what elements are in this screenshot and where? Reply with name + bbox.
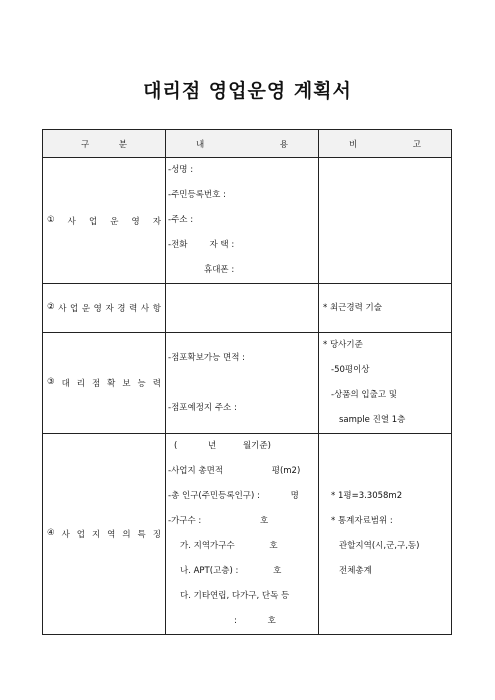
label-store: [43, 333, 166, 434]
plan-form-table: [42, 129, 452, 635]
field-store-address: -점포예정지 주소 :: [168, 403, 237, 413]
row-region: [43, 434, 452, 635]
other-housing-unit: 호: [267, 616, 276, 626]
label-char: ①: [47, 214, 55, 225]
note-company-standard: * 당사기준: [323, 340, 363, 350]
label-char: 지: [91, 530, 101, 540]
content-career[interactable]: [166, 284, 319, 333]
population-label: -총 인구(주민등록인구) :: [168, 491, 260, 501]
note-statistics-range: * 통계자료범위 :: [331, 516, 393, 526]
label-char: 력: [152, 379, 161, 389]
households-label: -가구수 :: [168, 516, 202, 526]
row-store: [43, 333, 452, 434]
field-phone-label: -전화: [168, 240, 188, 250]
field-store-area: -점포확보가능 면적 :: [168, 353, 246, 363]
label-char: 징: [152, 530, 161, 540]
header-remarks: [319, 130, 452, 158]
apt-unit: 호: [273, 566, 282, 576]
label-char: ③: [47, 377, 55, 387]
row-operator: [43, 158, 452, 284]
paren-open: (: [174, 441, 178, 451]
label-char: ④: [47, 528, 55, 538]
field-other-housing: [168, 584, 316, 609]
label-char: 사: [140, 304, 150, 314]
remarks-store[interactable]: [319, 333, 452, 434]
header-content-char: 용: [279, 139, 288, 150]
label-char: 경: [117, 304, 126, 314]
header-category-char: 분: [118, 139, 127, 150]
document-title: 대리점 영업운영 계획서: [143, 80, 352, 102]
label-char: 역: [107, 530, 116, 540]
label-char: 항: [152, 304, 161, 314]
regional-households-unit: 호: [269, 541, 278, 551]
label-char: 자: [105, 304, 114, 314]
note-recent-career: * 최근경력 기술: [323, 302, 382, 313]
label-char: 확: [107, 379, 116, 389]
label-career: [43, 284, 166, 333]
header-remarks-char: 고: [412, 139, 421, 150]
remarks-career[interactable]: [319, 284, 452, 333]
label-char: 대: [61, 379, 70, 389]
field-total-area: [168, 459, 316, 484]
header-remarks-char: 비: [349, 139, 358, 150]
remarks-region[interactable]: [319, 434, 452, 635]
label-char: 사: [58, 304, 67, 314]
note-sample-floor: sample 진열 1층: [339, 415, 406, 425]
label-char: 리: [76, 379, 85, 389]
field-name: -성명 :: [168, 165, 194, 175]
colon: :: [234, 616, 237, 626]
remarks-operator[interactable]: [319, 158, 452, 284]
header-category-char: 구: [81, 139, 90, 150]
header-category: [43, 130, 166, 158]
note-logistics: -상품의 입출고 및: [331, 390, 397, 400]
header-content: [166, 130, 319, 158]
field-resident-number: -주민등록번호 :: [168, 190, 226, 200]
header-row: [43, 130, 452, 158]
content-region[interactable]: [166, 434, 319, 635]
field-households: [168, 509, 316, 534]
field-address: -주소 :: [168, 215, 194, 225]
field-mobile-label: 휴대폰 :: [204, 265, 235, 275]
total-area-label: -사업지 총면적: [168, 466, 224, 476]
field-apt: [168, 559, 316, 584]
population-unit: 명: [290, 491, 299, 501]
label-char: ②: [47, 302, 55, 312]
label-char: 업: [88, 216, 98, 227]
area-unit: 평(m2): [271, 466, 301, 476]
label-char: 영: [93, 304, 102, 314]
label-char: 운: [110, 216, 119, 227]
label-char: 업: [70, 304, 79, 314]
label-char: 업: [76, 530, 85, 540]
field-home-label: 자 택 :: [209, 240, 235, 250]
label-region: [43, 434, 166, 635]
label-char: 력: [129, 304, 138, 314]
label-char: 사: [67, 216, 76, 227]
year-label: 년: [208, 441, 217, 451]
label-char: 자: [152, 216, 161, 227]
note-min-area: -50평이상: [331, 365, 370, 375]
note-jurisdiction: 관할지역(시,군,구,동): [339, 541, 420, 551]
field-phone-home: [168, 233, 316, 258]
note-total: 전체총계: [339, 566, 372, 576]
households-unit: 호: [259, 516, 269, 526]
label-char: 능: [137, 379, 146, 389]
label-char: 보: [122, 379, 131, 389]
month-label: 월기준): [242, 441, 271, 451]
label-char: 운: [81, 304, 91, 314]
label-char: 특: [137, 530, 146, 540]
label-operator: [43, 158, 166, 284]
field-other-housing-value: [168, 609, 316, 634]
content-store[interactable]: [166, 333, 319, 434]
field-regional-households: [168, 534, 316, 559]
field-mobile: [168, 258, 316, 283]
content-operator[interactable]: [166, 158, 319, 284]
apt-label: 나. APT(고층) :: [180, 566, 239, 576]
other-housing-label: 다. 기타연립, 다가구, 단독 등: [180, 591, 290, 601]
field-base-date: [168, 434, 316, 459]
label-char: 영: [131, 216, 140, 227]
label-char: 의: [122, 530, 131, 540]
header-content-char: 내: [196, 139, 205, 150]
row-career: [43, 284, 452, 333]
label-char: 사: [61, 530, 70, 540]
note-pyeong-conversion: * 1평=3.3058m2: [331, 491, 403, 501]
regional-households-label: 가. 지역가구수: [180, 541, 235, 551]
label-char: 점: [91, 379, 101, 389]
field-population: [168, 484, 316, 509]
